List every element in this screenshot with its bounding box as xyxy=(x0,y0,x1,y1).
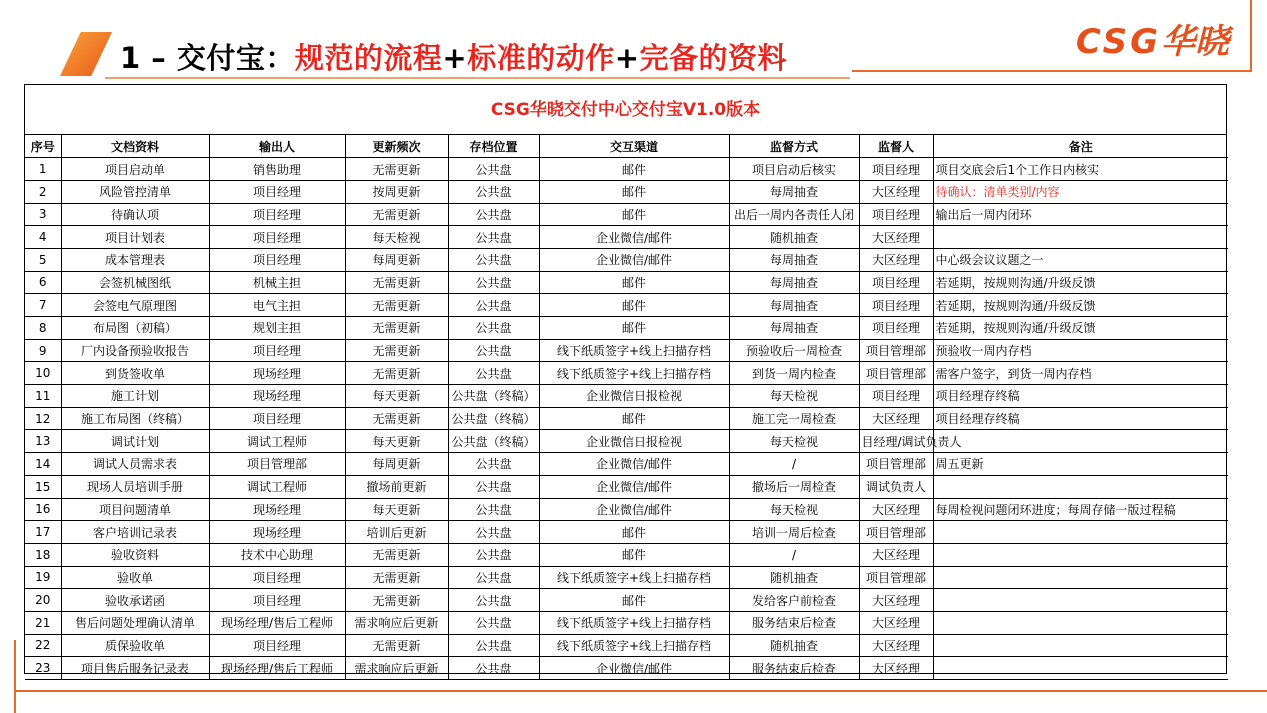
cell-supervision-method: 随机抽查 xyxy=(729,226,859,249)
cell-remarks: 项目交底会后1个工作日内核实 xyxy=(933,158,1228,181)
cell-remarks xyxy=(933,475,1228,498)
cell-document: 待确认项 xyxy=(61,203,209,226)
cell-remarks: 若延期，按规则沟通/升级反馈 xyxy=(933,294,1228,317)
cell-remarks xyxy=(933,521,1228,544)
title-plus: + xyxy=(614,41,640,75)
cell-update-frequency: 每天更新 xyxy=(345,430,448,453)
cell-supervisor: 项目经理 xyxy=(859,294,933,317)
cell-remarks: 若延期，按规则沟通/升级反馈 xyxy=(933,271,1228,294)
cell-channel: 邮件 xyxy=(539,203,729,226)
cell-document: 项目计划表 xyxy=(61,226,209,249)
cell-storage: 公共盘 xyxy=(448,203,539,226)
column-header-supervisor: 监督人 xyxy=(859,135,933,158)
table-row xyxy=(25,248,1228,271)
cell-supervisor: 大区经理 xyxy=(859,657,933,680)
table-row xyxy=(25,362,1228,385)
cell-remarks xyxy=(933,589,1228,612)
table-row xyxy=(25,611,1228,634)
cell-channel: 邮件 xyxy=(539,317,729,340)
cell-document: 验收资料 xyxy=(61,543,209,566)
cell-supervision-method: 随机抽查 xyxy=(729,566,859,589)
cell-remarks: 项目经理存终稿 xyxy=(933,407,1228,430)
title-accent-shape xyxy=(60,32,112,76)
brand-divider-vertical xyxy=(1250,0,1252,72)
cell-storage: 公共盘 xyxy=(448,543,539,566)
cell-remarks: 周五更新 xyxy=(933,453,1228,476)
cell-update-frequency: 无需更新 xyxy=(345,566,448,589)
brand-logo-latin: CSG xyxy=(1075,22,1161,62)
cell-update-frequency: 撤场前更新 xyxy=(345,475,448,498)
cell-index: 10 xyxy=(25,362,61,385)
title-part-actions: 标准的动作 xyxy=(467,41,615,75)
cell-storage: 公共盘 xyxy=(448,521,539,544)
cell-supervisor: 项目经理 xyxy=(859,203,933,226)
cell-update-frequency: 需求响应后更新 xyxy=(345,657,448,680)
cell-remarks: 项目经理存终稿 xyxy=(933,385,1228,408)
cell-storage: 公共盘 xyxy=(448,589,539,612)
cell-storage: 公共盘 xyxy=(448,158,539,181)
cell-remarks: 每周检视问题闭环进度；每周存储一版过程稿 xyxy=(933,498,1228,521)
cell-owner: 现场经理 xyxy=(209,498,345,521)
table-row xyxy=(25,294,1228,317)
cell-remarks xyxy=(933,634,1228,657)
cell-channel: 邮件 xyxy=(539,180,729,203)
table-row xyxy=(25,385,1228,408)
cell-remarks xyxy=(933,226,1228,249)
cell-supervisor: 大区经理 xyxy=(859,589,933,612)
cell-supervision-method: 预验收后一周检查 xyxy=(729,339,859,362)
cell-index: 14 xyxy=(25,453,61,476)
cell-index: 16 xyxy=(25,498,61,521)
cell-supervision-method: 施工完一周检查 xyxy=(729,407,859,430)
table-row xyxy=(25,521,1228,544)
cell-index: 5 xyxy=(25,248,61,271)
cell-remarks: 预验收一周内存档 xyxy=(933,339,1228,362)
table-title: CSG华晓交付中心交付宝V1.0版本 xyxy=(25,85,1226,135)
delivery-table-container xyxy=(24,84,1227,674)
table-row xyxy=(25,430,1228,453)
cell-supervision-method: 撤场后一周检查 xyxy=(729,475,859,498)
cell-supervisor: 项目管理部 xyxy=(859,362,933,385)
cell-index: 8 xyxy=(25,317,61,340)
cell-index: 11 xyxy=(25,385,61,408)
cell-owner: 规划主担 xyxy=(209,317,345,340)
table-row xyxy=(25,566,1228,589)
cell-supervisor: 大区经理 xyxy=(859,634,933,657)
cell-channel: 邮件 xyxy=(539,294,729,317)
cell-channel: 邮件 xyxy=(539,158,729,181)
cell-supervisor: 调试负责人 xyxy=(859,475,933,498)
cell-update-frequency: 每周更新 xyxy=(345,248,448,271)
cell-index: 15 xyxy=(25,475,61,498)
cell-storage: 公共盘 xyxy=(448,248,539,271)
column-header-document: 文档资料 xyxy=(61,135,209,158)
cell-remarks xyxy=(933,657,1228,680)
cell-remarks: 输出后一周内闭环 xyxy=(933,203,1228,226)
cell-index: 1 xyxy=(25,158,61,181)
bottom-divider xyxy=(14,690,1267,692)
column-header-update-frequency: 更新频次 xyxy=(345,135,448,158)
table-row xyxy=(25,317,1228,340)
cell-channel: 企业微信日报检视 xyxy=(539,430,729,453)
cell-supervisor: 大区经理 xyxy=(859,543,933,566)
cell-document: 会签机械图纸 xyxy=(61,271,209,294)
cell-supervision-method: 每天检视 xyxy=(729,430,859,453)
cell-supervisor: 大区经理 xyxy=(859,226,933,249)
cell-document: 厂内设备预验收报告 xyxy=(61,339,209,362)
cell-supervision-method: / xyxy=(729,543,859,566)
cell-supervisor: 项目管理部 xyxy=(859,453,933,476)
cell-supervisor: 项目管理部 xyxy=(859,339,933,362)
cell-update-frequency: 无需更新 xyxy=(345,294,448,317)
cell-supervision-method: 发给客户前检查 xyxy=(729,589,859,612)
cell-index: 2 xyxy=(25,180,61,203)
table-row xyxy=(25,498,1228,521)
cell-owner: 项目经理 xyxy=(209,407,345,430)
cell-update-frequency: 无需更新 xyxy=(345,271,448,294)
cell-document: 施工计划 xyxy=(61,385,209,408)
cell-supervisor: 大区经理 xyxy=(859,248,933,271)
cell-storage: 公共盘 xyxy=(448,180,539,203)
cell-supervisor: 项目管理部 xyxy=(859,566,933,589)
table-row xyxy=(25,407,1228,430)
cell-document: 客户培训记录表 xyxy=(61,521,209,544)
cell-document: 布局图（初稿） xyxy=(61,317,209,340)
brand-logo xyxy=(1076,14,1229,63)
cell-update-frequency: 每天更新 xyxy=(345,385,448,408)
cell-channel: 邮件 xyxy=(539,407,729,430)
cell-index: 3 xyxy=(25,203,61,226)
table-row xyxy=(25,271,1228,294)
column-header-index: 序号 xyxy=(25,135,61,158)
cell-supervision-method: 每周抽查 xyxy=(729,317,859,340)
table-row xyxy=(25,339,1228,362)
cell-document: 售后问题处理确认清单 xyxy=(61,611,209,634)
cell-supervisor: 大区经理 xyxy=(859,498,933,521)
cell-channel: 邮件 xyxy=(539,271,729,294)
cell-remarks: 需客户签字，到货一周内存档 xyxy=(933,362,1228,385)
cell-supervisor: 项目经理 xyxy=(859,271,933,294)
cell-supervision-method: 服务结束后检查 xyxy=(729,611,859,634)
cell-storage: 公共盘 xyxy=(448,611,539,634)
cell-owner: 销售助理 xyxy=(209,158,345,181)
cell-update-frequency: 每天更新 xyxy=(345,498,448,521)
cell-owner: 项目经理 xyxy=(209,589,345,612)
cell-storage: 公共盘 xyxy=(448,498,539,521)
cell-supervision-method: 出后一周内各责任人闭 xyxy=(729,203,859,226)
table-row xyxy=(25,180,1228,203)
table-row xyxy=(25,203,1228,226)
title-underline xyxy=(105,77,850,79)
cell-index: 4 xyxy=(25,226,61,249)
cell-supervision-method: 到货一周内检查 xyxy=(729,362,859,385)
cell-document: 风险管控清单 xyxy=(61,180,209,203)
cell-update-frequency: 无需更新 xyxy=(345,543,448,566)
cell-channel: 邮件 xyxy=(539,521,729,544)
column-header-storage: 存档位置 xyxy=(448,135,539,158)
cell-owner: 调试工程师 xyxy=(209,475,345,498)
cell-supervision-method: 每周抽查 xyxy=(729,248,859,271)
cell-document: 验收单 xyxy=(61,566,209,589)
cell-owner: 项目经理 xyxy=(209,634,345,657)
cell-document: 调试计划 xyxy=(61,430,209,453)
column-header-remarks: 备注 xyxy=(933,135,1228,158)
cell-remarks xyxy=(933,430,1228,453)
cell-supervision-method: 每周抽查 xyxy=(729,294,859,317)
cell-document: 会签电气原理图 xyxy=(61,294,209,317)
cell-channel: 企业微信/邮件 xyxy=(539,657,729,680)
cell-channel: 企业微信/邮件 xyxy=(539,248,729,271)
brand-divider-horizontal xyxy=(852,70,1250,72)
cell-update-frequency: 无需更新 xyxy=(345,362,448,385)
cell-index: 21 xyxy=(25,611,61,634)
cell-storage: 公共盘 xyxy=(448,475,539,498)
cell-remarks: 待确认：清单类别/内容 xyxy=(933,180,1228,203)
cell-supervision-method: / xyxy=(729,453,859,476)
cell-index: 9 xyxy=(25,339,61,362)
delivery-table xyxy=(25,135,1228,680)
cell-supervisor: 项目经理 xyxy=(859,317,933,340)
column-header-owner: 输出人 xyxy=(209,135,345,158)
cell-document: 到货签收单 xyxy=(61,362,209,385)
cell-update-frequency: 需求响应后更新 xyxy=(345,611,448,634)
cell-document: 项目售后服务记录表 xyxy=(61,657,209,680)
title-plus: + xyxy=(442,41,468,75)
cell-document: 成本管理表 xyxy=(61,248,209,271)
cell-update-frequency: 无需更新 xyxy=(345,203,448,226)
cell-index: 22 xyxy=(25,634,61,657)
cell-supervisor: 大区经理 xyxy=(859,611,933,634)
cell-channel: 企业微信/邮件 xyxy=(539,226,729,249)
cell-supervision-method: 每天检视 xyxy=(729,498,859,521)
cell-supervisor: 大区经理 xyxy=(859,407,933,430)
cell-storage: 公共盘 xyxy=(448,362,539,385)
cell-storage: 公共盘 xyxy=(448,339,539,362)
cell-owner: 项目经理 xyxy=(209,180,345,203)
cell-update-frequency: 每天检视 xyxy=(345,226,448,249)
table-row xyxy=(25,543,1228,566)
brand-logo-cn: 华晓 xyxy=(1161,22,1229,62)
page-title xyxy=(120,36,787,77)
cell-owner: 项目经理 xyxy=(209,339,345,362)
column-header-channel: 交互渠道 xyxy=(539,135,729,158)
cell-supervisor: 目经理/调试负责人 xyxy=(859,430,933,453)
cell-supervision-method: 每周抽查 xyxy=(729,271,859,294)
table-row xyxy=(25,158,1228,181)
cell-remarks: 若延期，按规则沟通/升级反馈 xyxy=(933,317,1228,340)
cell-document: 验收承诺函 xyxy=(61,589,209,612)
cell-index: 6 xyxy=(25,271,61,294)
cell-owner: 项目经理 xyxy=(209,203,345,226)
cell-storage: 公共盘 xyxy=(448,294,539,317)
cell-owner: 电气主担 xyxy=(209,294,345,317)
cell-document: 项目启动单 xyxy=(61,158,209,181)
cell-storage: 公共盘（终稿） xyxy=(448,430,539,453)
table-header-row xyxy=(25,135,1228,158)
cell-remarks xyxy=(933,543,1228,566)
table-row xyxy=(25,589,1228,612)
cell-update-frequency: 每周更新 xyxy=(345,453,448,476)
cell-index: 12 xyxy=(25,407,61,430)
cell-update-frequency: 无需更新 xyxy=(345,634,448,657)
cell-storage: 公共盘 xyxy=(448,317,539,340)
cell-supervisor: 大区经理 xyxy=(859,180,933,203)
cell-owner: 调试工程师 xyxy=(209,430,345,453)
cell-supervision-method: 每天检视 xyxy=(729,385,859,408)
cell-storage: 公共盘（终稿） xyxy=(448,407,539,430)
cell-update-frequency: 按周更新 xyxy=(345,180,448,203)
table-row xyxy=(25,657,1228,680)
cell-owner: 项目经理 xyxy=(209,226,345,249)
table-row xyxy=(25,634,1228,657)
cell-supervision-method: 服务结束后检查 xyxy=(729,657,859,680)
cell-channel: 线下纸质签字+线上扫描存档 xyxy=(539,611,729,634)
cell-document: 质保验收单 xyxy=(61,634,209,657)
cell-index: 17 xyxy=(25,521,61,544)
cell-index: 19 xyxy=(25,566,61,589)
cell-channel: 线下纸质签字+线上扫描存档 xyxy=(539,339,729,362)
cell-update-frequency: 培训后更新 xyxy=(345,521,448,544)
cell-channel: 企业微信/邮件 xyxy=(539,498,729,521)
cell-index: 18 xyxy=(25,543,61,566)
cell-remarks: 中心级会议议题之一 xyxy=(933,248,1228,271)
cell-supervisor: 项目管理部 xyxy=(859,521,933,544)
cell-owner: 现场经理 xyxy=(209,521,345,544)
cell-supervision-method: 培训一周后检查 xyxy=(729,521,859,544)
cell-owner: 机械主担 xyxy=(209,271,345,294)
cell-remarks xyxy=(933,566,1228,589)
cell-update-frequency: 无需更新 xyxy=(345,339,448,362)
cell-supervision-method: 随机抽查 xyxy=(729,634,859,657)
cell-storage: 公共盘 xyxy=(448,226,539,249)
cell-update-frequency: 无需更新 xyxy=(345,407,448,430)
cell-document: 施工布局图（终稿） xyxy=(61,407,209,430)
cell-owner: 项目经理 xyxy=(209,248,345,271)
cell-storage: 公共盘 xyxy=(448,453,539,476)
cell-owner: 现场经理 xyxy=(209,385,345,408)
cell-document: 项目问题清单 xyxy=(61,498,209,521)
cell-index: 7 xyxy=(25,294,61,317)
cell-channel: 企业微信/邮件 xyxy=(539,453,729,476)
cell-owner: 现场经理/售后工程师 xyxy=(209,657,345,680)
cell-update-frequency: 无需更新 xyxy=(345,589,448,612)
cell-storage: 公共盘 xyxy=(448,271,539,294)
cell-supervisor: 项目经理 xyxy=(859,158,933,181)
cell-owner: 技术中心助理 xyxy=(209,543,345,566)
table-row xyxy=(25,475,1228,498)
cell-storage: 公共盘 xyxy=(448,634,539,657)
cell-owner: 现场经理 xyxy=(209,362,345,385)
table-body xyxy=(25,158,1228,680)
cell-index: 23 xyxy=(25,657,61,680)
cell-remarks xyxy=(933,611,1228,634)
cell-update-frequency: 无需更新 xyxy=(345,317,448,340)
cell-owner: 项目管理部 xyxy=(209,453,345,476)
cell-channel: 企业微信/邮件 xyxy=(539,475,729,498)
cell-supervision-method: 项目启动后核实 xyxy=(729,158,859,181)
title-part-materials: 完备的资料 xyxy=(639,41,788,75)
table-row xyxy=(25,226,1228,249)
column-header-supervision-method: 监督方式 xyxy=(729,135,859,158)
cell-storage: 公共盘 xyxy=(448,657,539,680)
title-prefix: 1 – 交付宝： xyxy=(120,41,295,75)
cell-index: 20 xyxy=(25,589,61,612)
cell-storage: 公共盘 xyxy=(448,566,539,589)
title-part-process: 规范的流程 xyxy=(294,41,443,75)
cell-owner: 项目经理 xyxy=(209,566,345,589)
cell-owner: 现场经理/售后工程师 xyxy=(209,611,345,634)
cell-channel: 线下纸质签字+线上扫描存档 xyxy=(539,362,729,385)
cell-document: 调试人员需求表 xyxy=(61,453,209,476)
cell-supervision-method: 每周抽查 xyxy=(729,180,859,203)
cell-channel: 企业微信日报检视 xyxy=(539,385,729,408)
cell-channel: 邮件 xyxy=(539,589,729,612)
cell-index: 13 xyxy=(25,430,61,453)
cell-update-frequency: 无需更新 xyxy=(345,158,448,181)
cell-channel: 线下纸质签字+线上扫描存档 xyxy=(539,634,729,657)
left-accent-bar xyxy=(14,640,16,713)
cell-channel: 邮件 xyxy=(539,543,729,566)
cell-channel: 线下纸质签字+线上扫描存档 xyxy=(539,566,729,589)
cell-supervisor: 项目经理 xyxy=(859,385,933,408)
cell-document: 现场人员培训手册 xyxy=(61,475,209,498)
table-row xyxy=(25,453,1228,476)
cell-storage: 公共盘（终稿） xyxy=(448,385,539,408)
